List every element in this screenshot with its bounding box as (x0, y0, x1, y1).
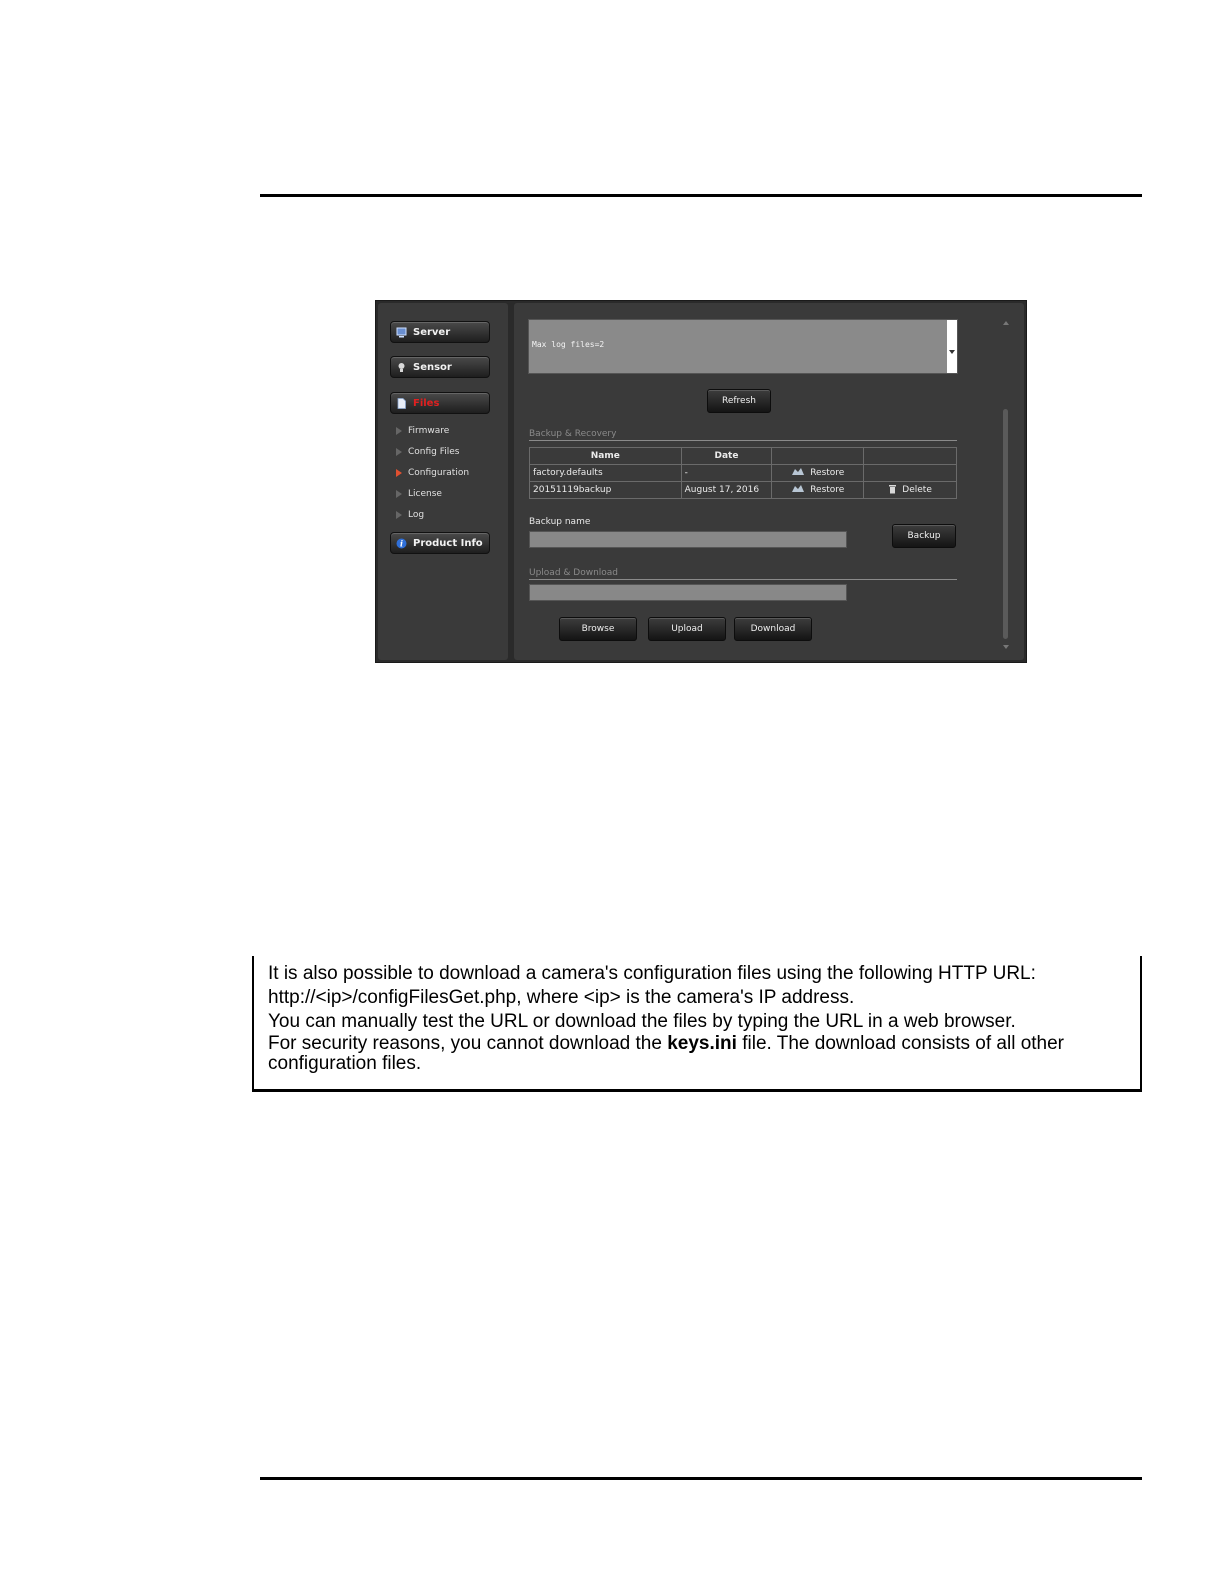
browse-button[interactable]: Browse (559, 617, 637, 641)
note-line: For security reasons, you cannot download the keys.ini file. The download consists of all other (268, 1033, 1065, 1054)
nav-server-button[interactable]: Server (390, 321, 490, 343)
main-scrollbar[interactable] (1002, 321, 1010, 649)
footer-rule (260, 1477, 1142, 1480)
note-line: You can manually test the URL or download the files by typing the URL in a web browser. (268, 1011, 1016, 1032)
svg-text:i: i (399, 538, 404, 549)
keys-ini-filename: keys.ini (667, 1033, 737, 1054)
scroll-down-icon[interactable] (949, 350, 955, 354)
note-line: configuration files. (268, 1053, 422, 1074)
backup-button[interactable]: Backup (892, 524, 956, 548)
column-header-name: Name (530, 448, 682, 465)
sub-item-license[interactable]: License (396, 489, 442, 499)
refresh-button[interactable]: Refresh (707, 389, 771, 413)
scroll-down-icon[interactable] (1003, 645, 1009, 649)
sub-item-config-files[interactable]: Config Files (396, 447, 460, 457)
note-line: http://<ip>/configFilesGet.php, where <ip> is the camera's IP address. (268, 987, 855, 1008)
arrow-icon (396, 427, 402, 435)
sub-item-configuration[interactable]: Configuration (396, 468, 469, 478)
restore-icon (791, 467, 805, 479)
sidebar (378, 303, 508, 660)
note-line: It is also possible to download a camera's configuration files using the following HTTP URL: (268, 963, 1036, 984)
restore-button[interactable]: Restore (791, 484, 844, 496)
nav-sensor-button[interactable]: Sensor (390, 356, 490, 378)
upload-file-input[interactable] (529, 584, 847, 601)
column-header-restore (772, 448, 864, 465)
restore-button[interactable]: Restore (791, 467, 844, 479)
sub-item-log[interactable]: Log (396, 510, 424, 520)
restore-cell (772, 465, 864, 482)
note-box (252, 956, 1142, 1092)
backup-date-cell: - (681, 465, 772, 482)
log-textarea[interactable] (528, 319, 958, 374)
download-button[interactable]: Download (734, 617, 812, 641)
upload-download-section-title: Upload & Download (529, 568, 957, 580)
server-icon (396, 327, 407, 338)
file-icon (396, 398, 407, 409)
column-header-date: Date (681, 448, 772, 465)
backup-name-label: Backup name (529, 517, 591, 527)
delete-button[interactable]: Delete (888, 484, 932, 497)
log-lines (532, 319, 657, 374)
info-icon (396, 538, 407, 549)
trash-icon (888, 484, 897, 497)
nav-files-button[interactable]: Files (390, 392, 490, 414)
scroll-up-icon[interactable] (1003, 321, 1009, 325)
table-row (530, 465, 957, 482)
table-header-row (530, 448, 957, 465)
main-panel (514, 303, 1024, 660)
sub-item-firmware[interactable]: Firmware (396, 426, 449, 436)
backup-date-cell: August 17, 2016 (681, 482, 772, 499)
delete-cell (864, 482, 957, 499)
column-header-delete (864, 448, 957, 465)
upload-button[interactable]: Upload (648, 617, 726, 641)
scroll-thumb[interactable] (1003, 409, 1008, 639)
nav-product-info-button[interactable]: i Product Info (390, 532, 490, 554)
camera-web-ui-screenshot (375, 300, 1027, 663)
backup-name-input[interactable] (529, 531, 847, 548)
backup-name-cell: 20151119backup (530, 482, 682, 499)
table-row (530, 482, 957, 499)
header-rule (260, 194, 1142, 197)
log-line: Max log files=2 (532, 340, 605, 349)
log-scrollbar[interactable] (947, 320, 957, 373)
delete-cell (864, 465, 957, 482)
backup-table (529, 447, 957, 499)
arrow-icon (396, 469, 402, 477)
restore-icon (791, 484, 805, 496)
backup-name-cell: factory.defaults (530, 465, 682, 482)
restore-cell (772, 482, 864, 499)
arrow-icon (396, 448, 402, 456)
sensor-icon (396, 362, 407, 373)
backup-recovery-section-title: Backup & Recovery (529, 429, 957, 441)
arrow-icon (396, 511, 402, 519)
arrow-icon (396, 490, 402, 498)
